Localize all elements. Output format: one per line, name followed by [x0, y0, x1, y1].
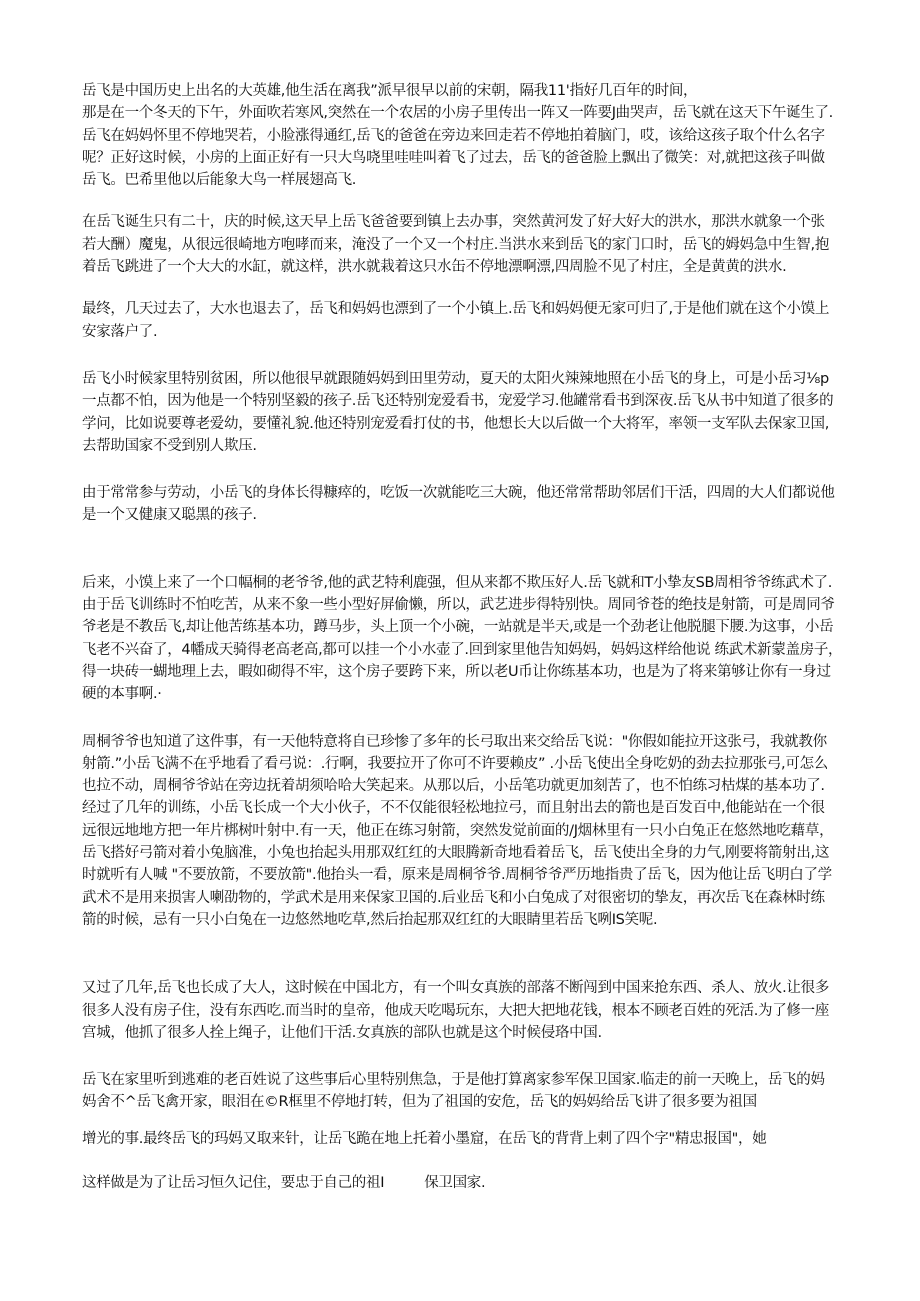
- text-line: 武术不是用来损害人喇劭物的，学武术是用来保家卫国的.后业岳飞和小白兔成了对很密切的挚友，再次岳飞在森林时练: [82, 889, 825, 906]
- paragraph-childhood: [82, 368, 872, 457]
- text-line: 飞老不兴奋了，4幡成天骑得老高老高,都可以挂一个小水壶了.回到家里他告知妈妈，妈妈这样给他说 练武术新蒙盖房子，: [82, 641, 843, 658]
- text-line: 妈舍不^岳飞禽开家，眼泪在©R框里不停地打转，但为了祖国的安危，岳飞的妈妈给岳飞讲了很多要为祖国: [82, 1094, 757, 1111]
- text-line: 宫城，他抓了很多人拴上绳子，让他们干活.女真族的部队也就是这个时候侵珞中国.: [82, 1024, 602, 1041]
- text-line: 硬的本事啊.·: [82, 686, 162, 703]
- paragraph-birth: [82, 80, 872, 191]
- text-line: 岳飞在家里听到逃难的老百姓说了这些事后心里特别焦急，于是他打算离家参军保卫国家.临走的前一天晚上，岳飞的妈: [82, 1072, 825, 1089]
- text-line: 学问，比如说要尊老爱幼，要懂礼貌.他还特别宠爱看打仗的书，他想长大以后做一个大将军，率领一支军队去保家卫国,: [82, 415, 830, 432]
- text-line: 得一块砖一蝴地理上去，暇如砌得不牢，这个房子要跨下来，所以老U币让你练基本功，也是为了将来第够让你有一身过: [82, 663, 831, 680]
- paragraph-closing: [82, 1172, 872, 1194]
- text-line: 远很远地地方把一年片梆树叶射中.有一天，他正在练习射箭，突然发觉前面的/J烟林里有一只小白兔正在悠然地吃藉草，: [82, 822, 834, 839]
- text-line: 爷老是不教岳飞,却让他苦练基本功，蹲马步，头上顶一个小碗，一站就是半天,或是一个劲老让他脱腿下腰.为这事，小岳: [82, 619, 834, 636]
- document-page: [82, 80, 872, 1194]
- text-line: 岳飞在妈妈怀里不停地哭若，小脸涨得通红,岳飞的爸爸在旁边来回走若不停地拍着脑门，哎，该给这孩子取个什么名字: [82, 127, 825, 144]
- text-line: 由于岳飞训练时不怕吃苦，从来不象一些小型好屏偷懒，所以，武艺进步得特别快。周同爷苍的绝技是射箭，可是周同爷: [82, 597, 835, 614]
- paragraph-flood: [82, 211, 872, 278]
- text-line: [82, 1172, 872, 1194]
- text-line: 后来，小馍上来了一个口幅桐的老爷爷,他的武艺特利鹿强，但从来都不欺压好人.岳飞就和T小挚友SB周相爷爷练武术了.: [82, 574, 833, 591]
- text-line: 那是在一个冬天的下午，外面吹若寒风,突然在一个农居的小房子里传出一阵又一阵要J曲哭声，岳飞就在这天下午诞生了.: [82, 105, 833, 122]
- paragraph-archery: [82, 731, 872, 932]
- text-line: 增光的事.最终岳飞的玛妈又取来针，让岳飞跪在地上托着小墨窟，在岳飞的背背上剌了四个字"精忠报国"，她: [82, 1130, 767, 1147]
- paragraph-invasion: [82, 977, 872, 1044]
- text-line: 安家落户了.: [82, 323, 158, 340]
- text-line: 岳飞小时候家里特别贫困，所以他很早就跟随妈妈到田里劳动，夏天的太阳火辣辣地照在小岳飞的身上，可是小岳习⅛p: [82, 370, 829, 387]
- text-line: 很多人没有房子住，没有东西吃.而当时的皇帝，他成天吃喝玩东，大把大把地花钱，根本不顾老百姓的死活.为了修一座: [82, 1002, 830, 1019]
- text-line: 经过了几年的训练，小岳飞长成一个大小伙子，不不仅能很轻松地拉弓，而且射出去的箭也是百发百中,他能站在一个很: [82, 800, 825, 817]
- text-fragment: 这样做是为了让岳习恒久记住，要忠于自己的祖I: [82, 1174, 385, 1191]
- paragraph-tattoo: [82, 1128, 872, 1150]
- text-line: 时就听有人喊 "不要放箭，不要放箭".他抬头一看，原来是周桐爷爷.周桐爷爷严历地指贵了岳飞，因为他让岳飞明白了学: [82, 867, 832, 884]
- text-line: 又过了几年,岳飞也长成了大人，这时候在中国北方，有一个叫女真族的部落不断闯到中国来抢东西、杀人、放火.让很多: [82, 980, 830, 997]
- text-line: 周桐爷爷也知道了这件事，有一天他特意将自已珍惨了多年的长弓取出来交给岳飞说："你假如能拉开这张弓，我就教你: [82, 733, 827, 750]
- text-fragment: 保卫国家.: [424, 1174, 486, 1191]
- text-line: 呢？正好这时候，小房的上面正好有一只大鸟哓里哇哇叫着飞了过去，岳飞的爸爸脸上飘出了微笑：对,就把这孩子叫做: [82, 149, 825, 166]
- text-line: 一点都不怕，因为他是一个特别坚毅的孩子.岳飞还特别宠爱看书，宠爱学习.他罐常看书到深夜.岳飞从书中知道了很多的: [82, 393, 834, 410]
- paragraph-settle: [82, 298, 872, 343]
- text-line: 岳飞是中国历史上出名的大英雄,他生活在离我”派早很早以前的宋朝，隔我11'指好几百年的时间，: [82, 83, 698, 99]
- text-line: 岳飞搭好弓箭对着小兔脑准，小兔也抬起头用那双红红的大眼腾新奇地看着岳飞，岳飞使出全身的力气,刚要将箭射出,这: [82, 845, 830, 862]
- text-line: 射箭.”小岳飞满不在乎地看了看弓说：.行啊，我要拉开了你可不许要赖皮” .小岳飞使出全身吃奶的劲去拉那张弓,可怎么: [82, 755, 828, 772]
- paragraph-labor: [82, 482, 872, 527]
- text-line: 去帮助国家不受到别人欺压.: [82, 437, 257, 454]
- text-line: 在岳飞诞生只有二十，庆的时候,这天早上岳飞爸爸要到镇上去办事，突然黄河发了好大好大的洪水，那洪水就象一个张: [82, 214, 825, 231]
- paragraph-enlist: [82, 1069, 872, 1114]
- text-line: 是一个又健康又聪黑的孩子.: [82, 507, 257, 524]
- text-line: 最终，几天过去了，大水也退去了，岳飞和妈妈也漂到了一个小镇上.岳飞和妈妈便无家可归了,于是他们就在这个小馍上: [82, 301, 830, 318]
- paragraph-martial-arts: [82, 572, 872, 706]
- text-line: 岳飞。巴希里他以后能象大鸟一样展翅高飞.: [82, 172, 357, 189]
- text-line: 箭的时候，忌有一只小白兔在一边悠然地吃草,然后抬起那双红红的大眼睛里若岳飞咧IS笑呢.: [82, 911, 658, 928]
- text-line: 着岳飞跳进了一个大大的水缸，就这样，洪水就栽着这只水缶不停地漂啊漂,四周脸不见了村庄，全是黄黄的洪水.: [82, 259, 787, 276]
- text-line: 由于常常参与劳动，小岳飞的身体长得糠瘁的，吃饭一次就能吃三大碗，他还常常帮助邻居们干活，四周的大人们都说他: [82, 485, 835, 502]
- text-line: 也拉不动，周桐爷爷站在旁边抚着胡须哈哈大笑起来。从那以后，小岳笔功就更加刻苦了，也不怕练习枯煤的基本功了.: [82, 778, 825, 795]
- text-line: 若大酬）魔鬼，从很远很崎地方咆哮而来，淹没了一个又一个村庄.当洪水来到岳飞的家门口时，岳飞的姆妈急中生智,抱: [82, 236, 830, 253]
